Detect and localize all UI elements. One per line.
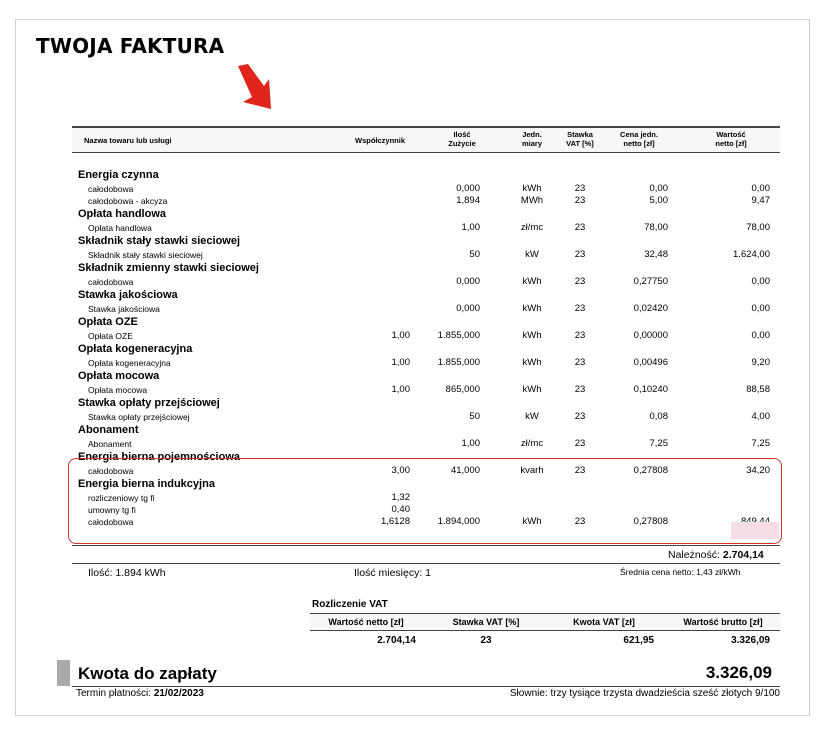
header-unit-line1: Jedn.	[522, 130, 542, 139]
section-title: Energia czynna	[78, 169, 159, 181]
table-row	[72, 411, 780, 423]
row-value: 7,25	[751, 438, 770, 449]
row-factor: 1,32	[391, 492, 410, 503]
table-row	[72, 222, 780, 234]
total-marker	[57, 660, 70, 686]
highlight-box	[68, 458, 782, 544]
row-price: 0,27808	[633, 516, 668, 527]
payment-due-date: 21/02/2023	[153, 688, 204, 699]
total-separator	[72, 686, 780, 687]
header-value-line2: netto [zł]	[715, 139, 747, 148]
section-title: Stawka opłaty przejściowej	[78, 397, 220, 409]
header-price	[608, 130, 670, 148]
vat-header-rate: Stawka VAT [%]	[452, 617, 520, 627]
row-price: 0,00496	[633, 357, 668, 368]
row-qty: 41,000	[450, 465, 480, 476]
row-unit: zł/mc	[520, 438, 544, 449]
row-value: 0,00	[751, 276, 770, 287]
section-title: Energia bierna indukcyjna	[78, 478, 215, 490]
row-factor: 0,40	[391, 504, 410, 515]
row-value: 0,00	[751, 183, 770, 194]
row-value: 9,20	[751, 357, 770, 368]
vat-rate-value: 23	[480, 635, 492, 646]
row-vat: 23	[574, 438, 586, 449]
vat-title: Rozliczenie VAT	[312, 599, 388, 610]
header-price-line1: Cena jedn.	[620, 130, 658, 139]
header-factor: Współczynnik	[354, 136, 405, 145]
section-title: Opłata kogeneracyjna	[78, 343, 193, 355]
vat-header-net: Wartość netto [zł]	[328, 617, 404, 627]
row-unit: kW	[525, 249, 539, 260]
row-unit: kWh	[522, 357, 542, 368]
row-price: 0,08	[649, 411, 668, 422]
row-name: Opłata kogeneracyjna	[88, 358, 171, 368]
highlight-value-box	[731, 522, 779, 539]
row-price: 0,27750	[633, 276, 668, 287]
row-value: 4,00	[751, 411, 770, 422]
row-qty: 1.855,000	[437, 357, 480, 368]
section-title: Energia bierna pojemnościowa	[78, 451, 240, 463]
row-qty: 0,000	[456, 303, 480, 314]
row-unit: kvarh	[520, 465, 544, 476]
vat-header-amount: Kwota VAT [zł]	[573, 617, 635, 627]
row-factor: 1,00	[391, 330, 410, 341]
row-qty: 1,00	[461, 438, 480, 449]
amount-in-words: Słownie: trzy tysiące trzysta dwadzieścia sześć złotych 9/100	[509, 688, 780, 699]
summary-separator	[72, 545, 780, 546]
row-price: 0,27808	[633, 465, 668, 476]
table-row	[72, 384, 780, 396]
row-value: 1.624,00	[733, 249, 770, 260]
row-name: całodobowa	[88, 184, 134, 194]
due-amount	[668, 549, 764, 561]
section-title: Składnik zmienny stawki sieciowej	[78, 262, 259, 274]
row-price: 0,02420	[633, 303, 668, 314]
section-title: Abonament	[78, 424, 139, 436]
row-factor: 3,00	[391, 465, 410, 476]
row-value: 78,00	[746, 222, 770, 233]
vat-amount-value: 621,95	[623, 635, 654, 646]
row-name: rozliczeniowy tg fi	[88, 493, 155, 503]
row-value: 0,00	[751, 330, 770, 341]
section-title: Składnik stały stawki sieciowej	[78, 235, 241, 247]
table-row	[72, 303, 780, 315]
row-qty: 0,000	[456, 183, 480, 194]
header-vat-line2: VAT [%]	[566, 139, 594, 148]
row-unit: kWh	[522, 516, 542, 527]
row-unit: zł/mc	[520, 222, 544, 233]
row-qty: 0,000	[456, 276, 480, 287]
row-vat: 23	[574, 249, 586, 260]
row-vat: 23	[574, 183, 586, 194]
row-name: Składnik stały stawki sieciowej	[88, 250, 203, 260]
row-factor: 1,6128	[380, 516, 410, 527]
row-unit: kWh	[522, 183, 542, 194]
row-price: 5,00	[649, 195, 668, 206]
row-vat: 23	[574, 357, 586, 368]
section-title: Opłata handlowa	[78, 208, 167, 220]
row-unit: kWh	[522, 303, 542, 314]
table-row	[72, 330, 780, 342]
table-row	[72, 183, 780, 195]
table-row	[72, 195, 780, 207]
row-qty: 1.855,000	[437, 330, 480, 341]
row-name: Stawka opłaty przejściowej	[88, 412, 190, 422]
row-unit: kWh	[522, 330, 542, 341]
arrow-down-icon	[234, 64, 274, 116]
row-name: umowny tg fi	[88, 505, 136, 515]
average-price: Średnia cena netto: 1,43 zł/kWh	[620, 567, 741, 577]
header-qty-line2: Zużycie	[448, 139, 476, 148]
row-unit: kWh	[522, 276, 542, 287]
row-qty: 1,894	[456, 195, 480, 206]
row-name: Opłata mocowa	[88, 385, 148, 395]
header-qty	[432, 130, 492, 148]
header-price-line2: netto [zł]	[623, 139, 655, 148]
row-value: 9,47	[751, 195, 770, 206]
table-row	[72, 438, 780, 450]
vat-header-gross: Wartość brutto [zł]	[683, 617, 763, 627]
total-label: Kwota do zapłaty	[78, 664, 217, 683]
row-name: Abonament	[88, 439, 132, 449]
vat-header-row	[310, 614, 780, 631]
total-value: 3.326,09	[705, 663, 772, 682]
due-label: Należność:	[668, 549, 720, 561]
row-vat: 23	[574, 384, 586, 395]
section-title: Stawka jakościowa	[78, 289, 178, 301]
row-price: 0,00	[649, 183, 668, 194]
row-name: Opłata handlowa	[88, 223, 152, 233]
section-title: Opłata OZE	[78, 316, 138, 328]
vat-gross-value: 3.326,09	[731, 635, 770, 646]
header-vat-line1: Stawka	[567, 130, 593, 139]
months-count: Ilość miesięcy: 1	[354, 567, 432, 579]
row-vat: 23	[574, 411, 586, 422]
header-unit-line2: miary	[521, 139, 542, 148]
header-vat	[558, 130, 602, 148]
row-value: 34,20	[746, 465, 770, 476]
payment-due	[76, 688, 204, 699]
row-name: całodobowa	[88, 277, 134, 287]
due-value: 2.704,14	[722, 549, 764, 561]
row-factor: 1,00	[391, 384, 410, 395]
quantity-total: Ilość: 1.894 kWh	[88, 567, 166, 579]
row-factor: 1,00	[391, 357, 410, 368]
row-value: 0,00	[751, 303, 770, 314]
row-name: Opłata OZE	[88, 331, 133, 341]
row-price: 32,48	[644, 249, 668, 260]
row-unit: kWh	[522, 384, 542, 395]
table-row	[72, 249, 780, 261]
table-header	[72, 126, 780, 153]
row-vat: 23	[574, 465, 586, 476]
row-vat: 23	[574, 276, 586, 287]
row-qty: 1,00	[461, 222, 480, 233]
row-name: całodobowa - akcyza	[88, 196, 168, 206]
vat-net-value: 2.704,14	[377, 635, 416, 646]
summary-separator-2	[72, 563, 780, 564]
row-qty: 865,000	[445, 384, 480, 395]
payment-due-label: Termin płatności:	[76, 688, 152, 699]
row-price: 0,00000	[633, 330, 668, 341]
row-value: 88,58	[746, 384, 770, 395]
row-qty: 50	[469, 411, 480, 422]
row-name: całodobowa	[88, 466, 134, 476]
header-name: Nazwa towaru lub usługi	[84, 136, 172, 145]
row-name: Stawka jakościowa	[88, 304, 160, 314]
row-qty: 1.894,000	[437, 516, 480, 527]
row-vat: 23	[574, 303, 586, 314]
row-vat: 23	[574, 195, 586, 206]
row-price: 0,10240	[633, 384, 668, 395]
table-row	[72, 357, 780, 369]
page-title: TWOJA FAKTURA	[36, 34, 225, 58]
row-price: 7,25	[649, 438, 668, 449]
header-value	[698, 130, 764, 148]
row-name: całodobowa	[88, 517, 134, 527]
row-price: 78,00	[644, 222, 668, 233]
row-unit: MWh	[520, 195, 544, 206]
row-unit: kW	[525, 411, 539, 422]
header-qty-line1: Ilość	[453, 130, 471, 139]
section-title: Opłata mocowa	[78, 370, 160, 382]
table-row	[72, 276, 780, 288]
row-vat: 23	[574, 222, 586, 233]
header-unit	[512, 130, 552, 148]
header-value-line1: Wartość	[716, 130, 746, 139]
row-vat: 23	[574, 330, 586, 341]
row-vat: 23	[574, 516, 586, 527]
row-qty: 50	[469, 249, 480, 260]
